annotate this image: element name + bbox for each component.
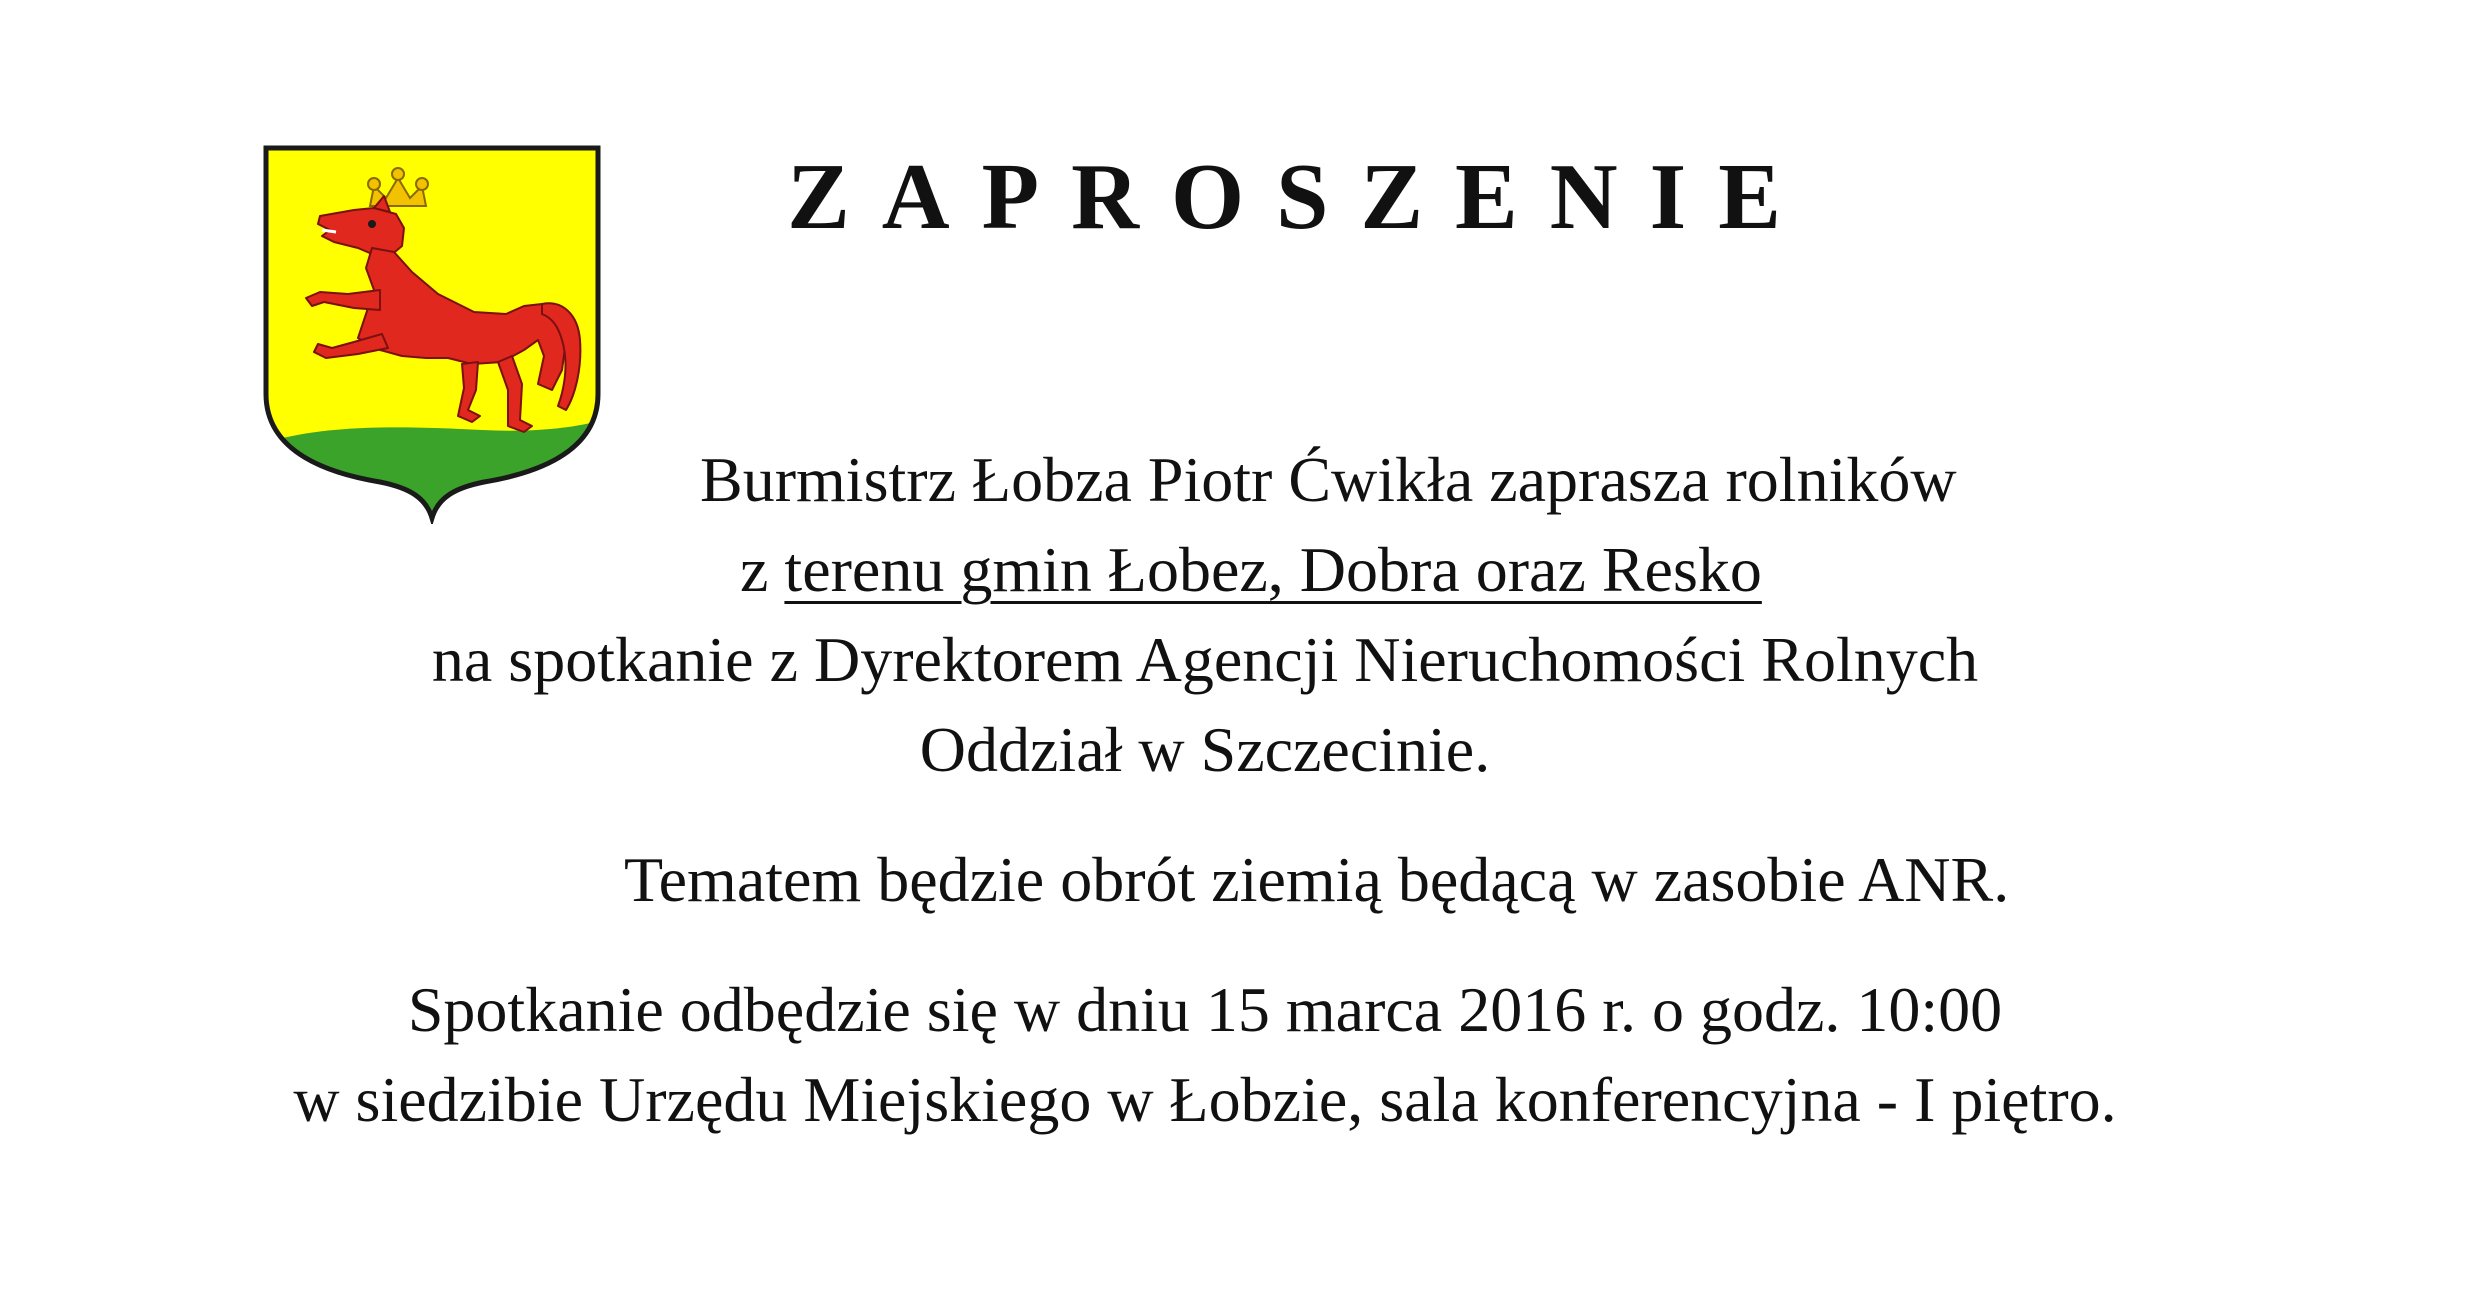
- invitation-line-4: Oddział w Szczecinie.: [919, 714, 1491, 785]
- invitation-line-1: Burmistrz Łobza Piotr Ćwikła zaprasza rolników: [700, 444, 1957, 515]
- meeting-date-line: Spotkanie odbędzie się w dniu 15 marca 2016 r. o godz. 10:00: [407, 974, 2003, 1045]
- line2-prefix: z: [740, 534, 785, 605]
- coat-of-arms-emblem: [262, 144, 602, 524]
- page-title: ZAPROSZENIE: [787, 145, 1813, 249]
- invitation-line-3: na spotkanie z Dyrektorem Agencji Nieruchomości Rolnych: [431, 624, 1979, 695]
- green-ground: [262, 420, 602, 524]
- topic-line: Tematem będzie obrót ziemią będącą w zasobie ANR.: [624, 844, 2010, 915]
- invitation-line-2: [740, 530, 2040, 610]
- meeting-location-line: w siedzibie Urzędu Miejskiego w Łobzie, sala konferencyjna - I piętro.: [293, 1064, 2117, 1135]
- gminy-underlined-text: terenu gmin Łobez, Dobra oraz Resko: [784, 534, 1762, 605]
